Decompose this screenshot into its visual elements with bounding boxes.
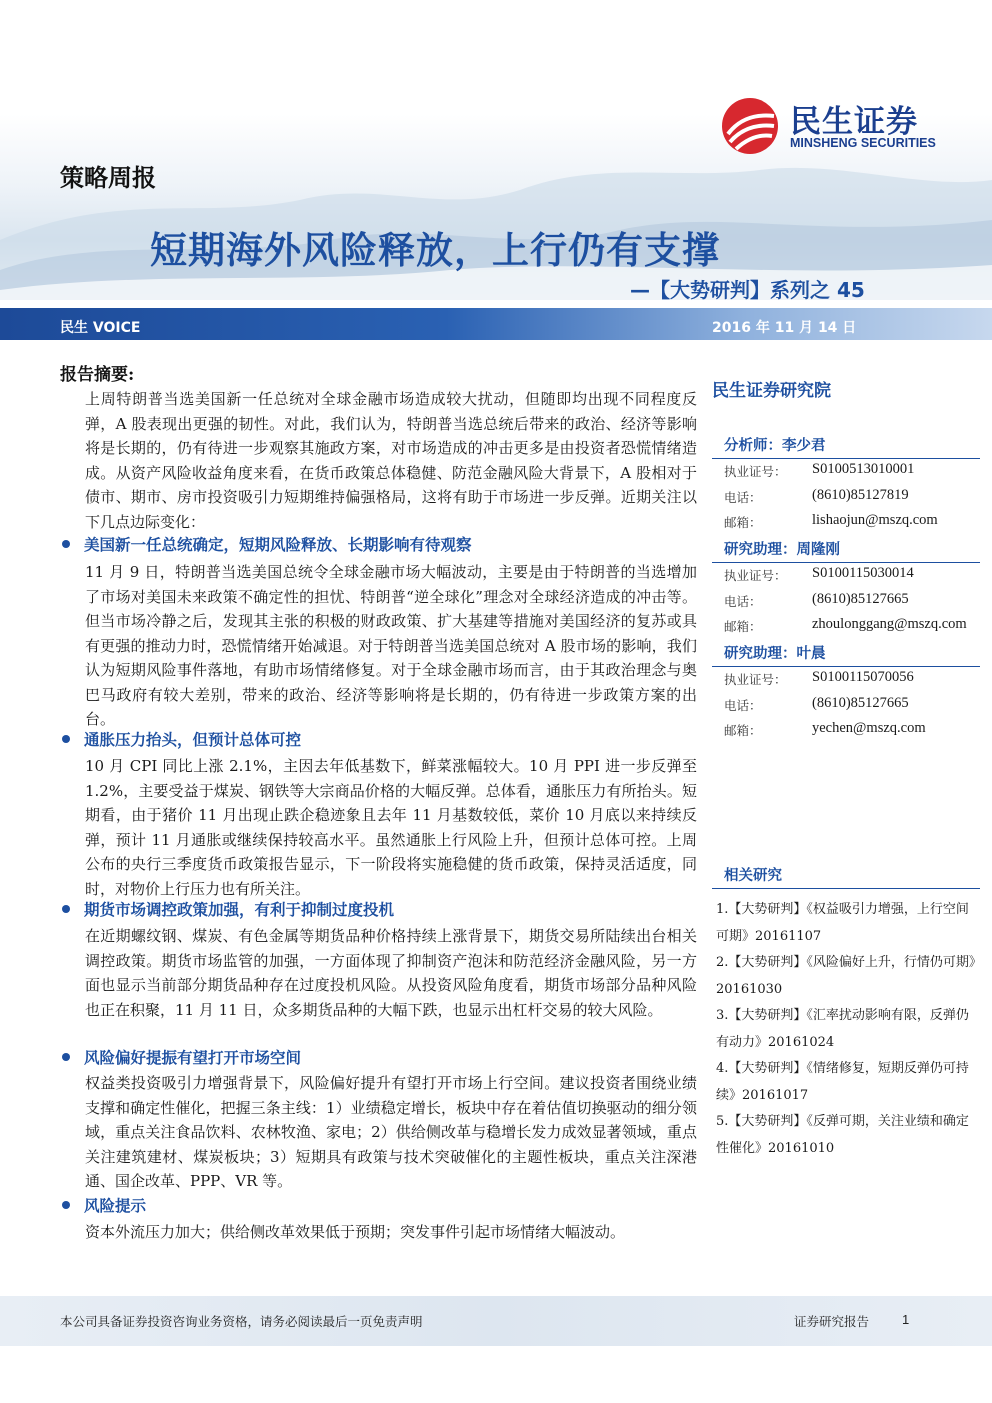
info-row: 执业证号： S0100115070056 <box>724 669 914 687</box>
related-item[interactable]: 4.【大势研判】《情绪修复，短期反弹仍可持续》20161017 <box>716 1061 969 1103</box>
summary-label: 报告摘要: <box>60 365 135 385</box>
info-row: 电话： (8610)85127819 <box>724 486 909 505</box>
section-heading: 通胀压力抬头，但预计总体可控 <box>62 728 301 750</box>
info-row: 执业证号： S0100115030014 <box>724 565 914 583</box>
bullet-icon <box>62 540 70 548</box>
bullet-icon <box>62 735 70 743</box>
analyst-role: 分析师：李少君 <box>712 434 980 459</box>
footer-disclaimer: 本公司具备证券投资咨询业务资格，请务必阅读最后一页免责声明 <box>60 1314 423 1329</box>
section-heading: 风险偏好提振有望打开市场空间 <box>62 1046 301 1068</box>
page-number: 1 <box>902 1312 910 1327</box>
section-heading: 美国新一任总统确定，短期风险释放、长期影响有待观察 <box>62 533 472 555</box>
bullet-icon <box>62 1053 70 1061</box>
email-link[interactable]: lishaojun@mszq.com <box>812 512 938 528</box>
document-type: 策略周报 <box>60 164 156 192</box>
email-link[interactable]: zhoulonggang@mszq.com <box>812 616 967 632</box>
brand-logo <box>720 96 950 156</box>
related-item[interactable]: 1.【大势研判】《权益吸引力增强，上行空间可期》20161107 <box>716 902 969 944</box>
related-item[interactable]: 2.【大势研判】《风险偏好上升，行情仍可期》20161030 <box>716 955 976 997</box>
report-subtitle: —【大势研判】系列之 45 <box>630 278 865 302</box>
related-item[interactable]: 3.【大势研判】《汇率扰动影响有限，反弹仍有动力》20161024 <box>716 1008 969 1050</box>
analyst-role: 研究助理：周隆刚 <box>712 538 980 563</box>
email-link[interactable]: yechen@mszq.com <box>812 720 926 736</box>
column-name: 民生 VOICE <box>60 320 141 336</box>
analyst-block <box>712 642 980 744</box>
section-heading: 期货市场调控政策加强，有利于抑制过度投机 <box>62 898 394 920</box>
summary-intro: 上周特朗普当选美国新一任总统对全球金融市场造成较大扰动，但随即均出现不同程度反弹，A 股表现出更强的韧性。对此，我们认为，特朗普当选总统后带来的政治、经济等影响将是长期的，仍有待进一步观察其施政方案，对市场造成的冲击更多是由投资者恐慌情绪造成。从资产风险收益角度来看，在货币政策总体稳健、防范金融风险大背景下，A 股相对于债市、期市、房市投资吸引力短期维持偏强格局，这将有助于市场进一步反弹。近期关注以下几点边际变化： <box>85 390 697 531</box>
info-row: 邮箱： yechen@mszq.com <box>724 720 926 738</box>
related-item[interactable]: 5.【大势研判】《反弹可期，关注业绩和确定性催化》20161010 <box>716 1114 969 1156</box>
report-title: 短期海外风险释放，上行仍有支撑 <box>150 229 720 272</box>
bullet-icon <box>62 1201 70 1209</box>
analyst-role: 研究助理：叶晨 <box>712 642 980 667</box>
analyst-block <box>712 538 980 640</box>
footer-report-type: 证券研究报告 <box>794 1314 870 1329</box>
info-row: 执业证号： S0100513010001 <box>724 461 915 479</box>
info-row: 邮箱： lishaojun@mszq.com <box>724 512 938 530</box>
bullet-icon <box>62 905 70 913</box>
section-text: 在近期螺纹钢、煤炭、有色金属等期货品种价格持续上涨背景下，期货交易所陆续出台相关调控政策。期货市场监管的加强，一方面体现了抑制资产泡沫和防范经济金融风险，另一方面也显示当前部分期货品种存在过度投机风险。从投资风险角度看，期货市场部分品种风险也正在积聚，11 月 11 日，众多期货品种的大幅下跌，也显示出杠杆交易的较大风险。 <box>85 927 697 1019</box>
sidebar <box>712 376 980 401</box>
section-heading: 风险提示 <box>62 1194 146 1216</box>
logo-mark-icon <box>720 96 780 156</box>
section-text: 资本外流压力加大；供给侧改革效果低于预期；突发事件引起市场情绪大幅波动。 <box>85 1223 626 1241</box>
related-research <box>712 864 980 1162</box>
info-row: 邮箱： zhoulonggang@mszq.com <box>724 616 967 634</box>
brand-name-cn: 民生证券 <box>790 104 918 140</box>
related-label: 相关研究 <box>712 864 980 889</box>
info-row: 电话： (8610)85127665 <box>724 590 909 609</box>
info-row: 电话： (8610)85127665 <box>724 694 909 713</box>
brand-name-en: MINSHENG SECURITIES <box>790 136 936 150</box>
report-date: 2016 年 11 月 14 日 <box>712 320 857 336</box>
analyst-block <box>712 434 980 536</box>
section-text: 10 月 CPI 同比上涨 2.1%，主因去年低基数下，鲜菜涨幅较大。10 月 PPI 进一步反弹至 1.2%，主要受益于煤炭、钢铁等大宗商品价格的大幅反弹。总体看，通胀压力有所抬头。短期看，由于猪价 11 月出现止跌企稳迹象且去年 11 月基数较低，菜价 10 月底以来持续反弹，预计 11 月通胀或继续保持较高水平。虽然通胀上行风险上升，但预计总体可控。上周公布的央行三季度货币政策报告显示，下一阶段将实施稳健的货币政策，保持灵活适度，同时，对物价上行压力也有所关注。 <box>85 757 697 898</box>
section-text: 权益类投资吸引力增强背景下，风险偏好提升有望打开市场上行空间。建议投资者围绕业绩支撑和确定性催化，把握三条主线：1）业绩稳定增长，板块中存在着估值切换驱动的细分领域，重点关注食品饮料、农林牧渔、家电；2）供给侧改革与稳增长发力成效显著领域，重点关注建筑建材、煤炭板块；3）短期具有政策与技术突破催化的主题性板块，重点关注深港通、国企改革、PPP、VR 等。 <box>85 1074 697 1190</box>
institute-name: 民生证券研究院 <box>712 381 831 401</box>
section-text: 11 月 9 日，特朗普当选美国总统令全球金融市场大幅波动，主要是由于特朗普的当选增加了市场对美国未来政策不确定性的担忧、特朗普“逆全球化”理念对全球经济造成的冲击等。但当市场冷静之后，发现其主张的积极的财政政策、扩大基建等措施对美国经济的复苏或具有更强的推动力时，恐慌情绪开始减退。对于特朗普当选美国总统对 A 股市场的影响，我们认为短期风险事件落地，有助市场情绪修复。对于全球金融市场而言，由于其政治理念与奥巴马政府有较大差别，带来的政治、经济等影响将是长期的，仍有待进一步政策方案的出台。 <box>85 563 697 728</box>
